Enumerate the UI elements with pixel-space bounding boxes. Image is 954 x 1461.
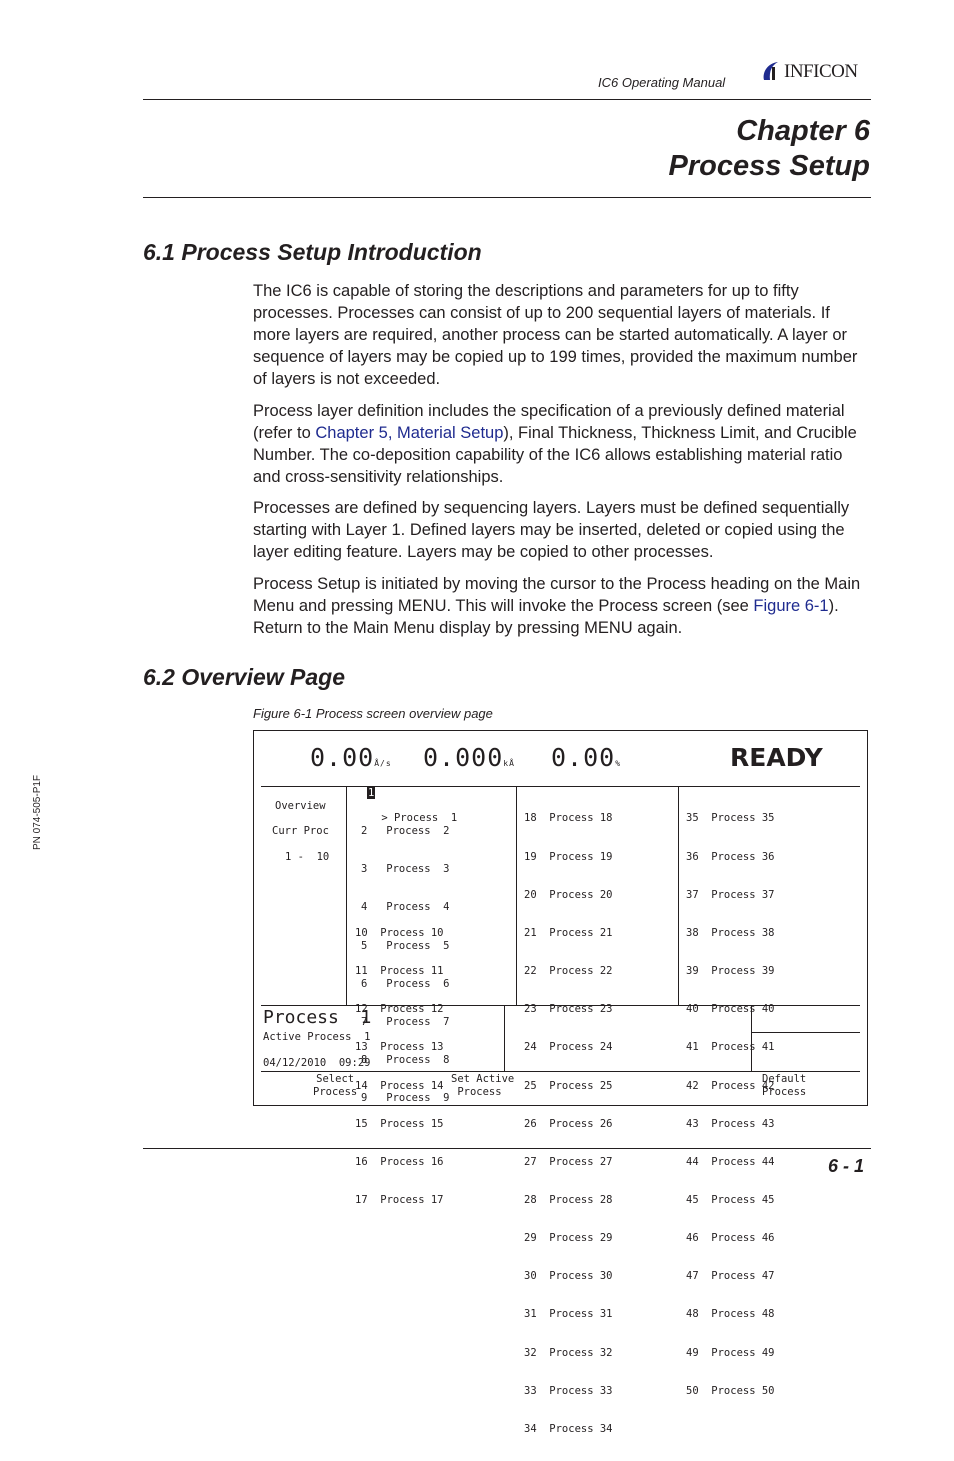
default-process-softkey[interactable]: Default Process xyxy=(762,1073,807,1098)
power-unit: % xyxy=(615,759,622,768)
list-item[interactable]: 31 Process 31 xyxy=(524,1308,613,1321)
list-item[interactable]: 7 Process 7 xyxy=(361,1015,450,1028)
list-item[interactable]: 39 Process 39 xyxy=(686,965,775,978)
list-item[interactable]: 10 Process 10 xyxy=(355,926,444,939)
thickness-unit: kÅ xyxy=(503,759,515,768)
paragraph-2 xyxy=(253,400,871,488)
paragraph-4-text-b: ). Return to the Main Menu display by pressing MENU again. xyxy=(253,597,839,637)
list-item[interactable]: 28 Process 28 xyxy=(524,1194,613,1206)
process-list-col-2[interactable] xyxy=(524,787,613,1461)
process-list-col-3[interactable] xyxy=(686,787,775,1423)
divider-bottom-a xyxy=(504,1006,505,1071)
curr-proc-label: Curr Proc xyxy=(272,825,329,837)
datetime-label: 04/12/2010 09:29 xyxy=(263,1057,371,1069)
list-item[interactable]: 4 Process 4 xyxy=(361,901,450,914)
part-number: PN 074-505-P1F xyxy=(32,774,43,850)
cursor: 1 xyxy=(368,787,375,799)
list-item[interactable]: 14 Process 14 xyxy=(355,1079,444,1092)
list-item[interactable]: 37 Process 37 xyxy=(686,888,775,901)
list-item[interactable]: 9 Process 9 xyxy=(361,1092,450,1105)
list-item[interactable]: 48 Process 48 xyxy=(686,1308,775,1321)
list-item[interactable]: 40 Process 40 xyxy=(686,1003,775,1016)
list-item[interactable]: > Process 1 xyxy=(375,812,458,825)
header-rule xyxy=(143,99,871,100)
chapter-rule xyxy=(143,197,871,198)
rate-unit: Å/s xyxy=(374,759,392,768)
list-item[interactable]: 50 Process 50 xyxy=(686,1384,775,1397)
footer-rule xyxy=(143,1148,871,1149)
divider-col-a xyxy=(346,787,347,1005)
figure-6-1-link[interactable]: Figure 6-1 xyxy=(753,597,829,615)
rate-readout: 0.00Å/s xyxy=(310,743,392,772)
list-item[interactable]: 36 Process 36 xyxy=(686,850,775,863)
list-item[interactable]: 6 Process 6 xyxy=(361,977,450,990)
inficon-logo xyxy=(760,60,872,82)
range-label: 1 - 10 xyxy=(285,851,330,863)
list-item[interactable]: 32 Process 32 xyxy=(524,1346,613,1359)
list-item[interactable]: 41 Process 41 xyxy=(686,1041,775,1054)
chapter-name: Process Setup xyxy=(668,150,870,182)
section-heading-6-2: 6.2 Overview Page xyxy=(143,664,346,690)
divider-col-c xyxy=(678,787,679,1005)
list-item[interactable]: 45 Process 45 xyxy=(686,1194,775,1206)
chapter-5-link[interactable]: Chapter 5, Material Setup xyxy=(315,424,504,442)
list-item[interactable]: 35 Process 35 xyxy=(686,812,775,825)
paragraph-4 xyxy=(253,573,871,639)
list-item[interactable]: 30 Process 30 xyxy=(524,1270,613,1283)
list-item[interactable]: 22 Process 22 xyxy=(524,965,613,978)
list-item[interactable]: 16 Process 16 xyxy=(355,1155,444,1168)
list-item[interactable]: 44 Process 44 xyxy=(686,1155,775,1168)
list-item[interactable]: 25 Process 25 xyxy=(524,1079,613,1092)
list-item[interactable]: 24 Process 24 xyxy=(524,1041,613,1054)
list-item[interactable]: 26 Process 26 xyxy=(524,1117,613,1130)
thickness-readout: 0.000kÅ xyxy=(423,743,515,772)
list-item[interactable]: 38 Process 38 xyxy=(686,926,775,939)
page-number: 6 - 1 xyxy=(827,1156,864,1176)
list-item[interactable]: 15 Process 15 xyxy=(355,1117,444,1130)
list-item[interactable]: 46 Process 46 xyxy=(686,1232,775,1245)
list-item[interactable]: 29 Process 29 xyxy=(524,1232,613,1245)
inficon-logo-mark xyxy=(760,60,782,82)
divider-col-b xyxy=(516,787,517,1005)
set-active-process-softkey[interactable]: Set Active Process xyxy=(451,1073,515,1098)
list-item[interactable]: 27 Process 27 xyxy=(524,1155,613,1168)
paragraph-4-text-a: Process Setup is initiated by moving the cursor to the Process heading on the Main Menu and pressing MENU. This will invoke the Process screen (see xyxy=(253,575,861,615)
select-process-softkey[interactable]: Select Process xyxy=(313,1073,358,1098)
list-item[interactable]: 34 Process 34 xyxy=(524,1422,613,1435)
list-item[interactable]: 20 Process 20 xyxy=(524,888,613,901)
chapter-number: Chapter 6 xyxy=(736,115,870,147)
list-item[interactable]: 3 Process 3 xyxy=(361,863,450,876)
list-item[interactable]: 13 Process 13 xyxy=(355,1041,444,1054)
selected-process-title: Process 1 xyxy=(263,1007,372,1028)
list-item[interactable]: 19 Process 19 xyxy=(524,850,613,863)
status-ready: READY xyxy=(730,743,823,772)
list-item[interactable]: 47 Process 47 xyxy=(686,1270,775,1283)
paragraph-1: The IC6 is capable of storing the descriptions and parameters for up to fifty processes. Processes can consist of up to 200 sequential layers of materials. If more layers are required, another process can be started automatically. A layer or sequence of layers may be copied up to 199 times, provided the maximum number of layers is not exceeded. xyxy=(253,282,858,388)
list-item[interactable]: 18 Process 18 xyxy=(524,812,613,825)
active-process-label: Active Process 1 xyxy=(263,1031,371,1043)
list-item[interactable]: 42 Process 42 xyxy=(686,1079,775,1092)
list-item[interactable]: 17 Process 17 xyxy=(355,1194,444,1207)
power-readout: 0.00% xyxy=(551,743,622,772)
list-item[interactable]: 8 Process 8 xyxy=(361,1054,450,1067)
manual-title: IC6 Operating Manual xyxy=(598,75,726,90)
list-item[interactable]: 11 Process 11 xyxy=(355,965,444,978)
chapter-title xyxy=(669,114,870,184)
list-item[interactable]: 2 Process 2 xyxy=(361,825,450,838)
list-item[interactable]: 12 Process 12 xyxy=(355,1003,444,1016)
brand-name: INFICON xyxy=(784,61,858,82)
section-heading-6-1: 6.1 Process Setup Introduction xyxy=(143,239,482,265)
list-item[interactable]: 5 Process 5 xyxy=(361,939,450,952)
paragraph-2-text-b: ), Final Thickness, Thickness Limit, and Crucible Number. The co-deposition capability of the IC6 allows establishing material ratio and cross-sensitivity relationships. xyxy=(253,424,857,486)
list-item[interactable]: 23 Process 23 xyxy=(524,1003,613,1016)
figure-caption: Figure 6-1 Process screen overview page xyxy=(253,706,493,721)
list-item[interactable]: 21 Process 21 xyxy=(524,926,613,939)
list-item[interactable]: 33 Process 33 xyxy=(524,1384,613,1397)
list-item[interactable]: 49 Process 49 xyxy=(686,1346,775,1359)
paragraph-2-text-a: Process layer definition includes the specification of a previously defined material (refer to xyxy=(253,402,845,442)
list-item[interactable]: 43 Process 43 xyxy=(686,1117,775,1130)
process-screen-figure xyxy=(253,730,868,1435)
overview-label: Overview xyxy=(275,800,326,812)
paragraph-3: Processes are defined by sequencing layers. Layers must be defined sequentially starting with Layer 1. Defined layers may be inserted, deleted or copied using the layer editing feature. Layers may be copied to other processes. xyxy=(253,499,850,561)
